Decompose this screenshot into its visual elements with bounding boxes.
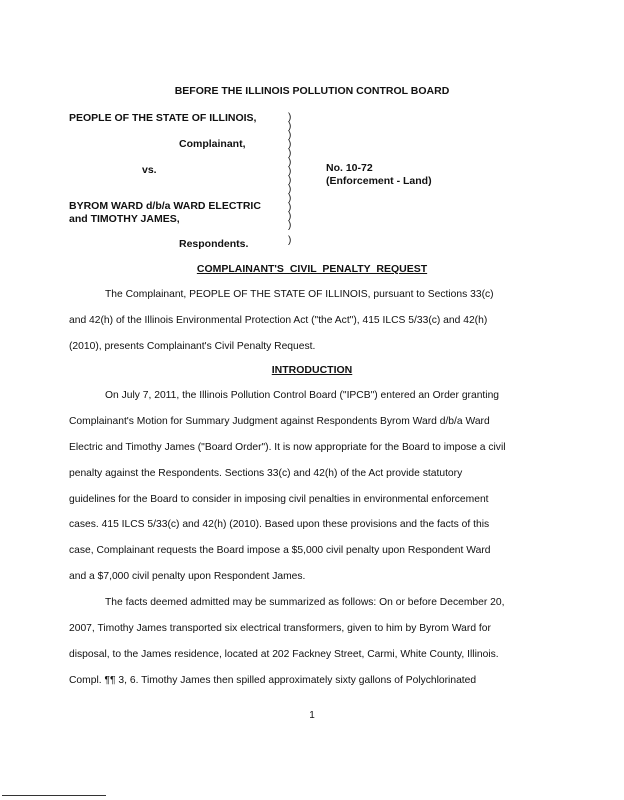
- paragraph-line: disposal, to the James residence, located at 202 Fackney Street, Carmi, White County, Illinois.: [69, 649, 499, 660]
- caption-paren: ): [288, 121, 292, 132]
- paragraph-line: The facts deemed admitted may be summarized as follows: On or before December 20,: [105, 597, 505, 608]
- case-number: No. 10-72: [326, 162, 373, 174]
- paragraph-line: Compl. ¶¶ 3, 6. Timothy James then spilled approximately sixty gallons of Polychlorinated: [69, 675, 477, 686]
- caption-paren: ): [288, 193, 292, 204]
- board-heading: BEFORE THE ILLINOIS POLLUTION CONTROL BOARD: [174, 85, 450, 97]
- caption-paren: ): [288, 148, 292, 159]
- caption-paren: ): [288, 220, 292, 231]
- respondent-party-line2: and TIMOTHY JAMES,: [69, 213, 180, 225]
- caption-paren: ): [288, 130, 292, 141]
- paragraph-line: On July 7, 2011, the Illinois Pollution Control Board ("IPCB") entered an Order granting: [105, 390, 500, 401]
- caption-paren: ): [288, 211, 292, 222]
- versus-label: vs.: [142, 164, 157, 176]
- complainant-label: Complainant,: [179, 138, 246, 150]
- caption-paren: ): [288, 112, 292, 123]
- footnote-divider: [2, 795, 106, 796]
- respondent-party-line1: BYROM WARD d/b/a WARD ELECTRIC: [69, 200, 261, 212]
- paragraph-line: and a $7,000 civil penalty upon Respondent James.: [69, 571, 306, 582]
- respondents-label: Respondents.: [179, 238, 249, 250]
- introduction-heading: INTRODUCTION: [271, 364, 353, 376]
- paragraph-line: 2007, Timothy James transported six electrical transformers, given to him by Byrom Ward for: [69, 623, 491, 634]
- complainant-party: PEOPLE OF THE STATE OF ILLINOIS,: [69, 112, 257, 124]
- case-type: (Enforcement - Land): [326, 175, 432, 187]
- page-number: 1: [309, 710, 315, 721]
- caption-paren: ): [288, 184, 292, 195]
- paragraph-line: (2010), presents Complainant's Civil Penalty Request.: [69, 341, 316, 352]
- paragraph-line: and 42(h) of the Illinois Environmental Protection Act ("the Act"), 415 ILCS 5/33(c) and 42(h): [69, 315, 488, 326]
- paragraph-line: case, Complainant requests the Board impose a $5,000 civil penalty upon Respondent Ward: [69, 545, 491, 556]
- paragraph-line: The Complainant, PEOPLE OF THE STATE OF ILLINOIS, pursuant to Sections 33(c): [105, 289, 494, 300]
- paragraph-line: cases. 415 ILCS 5/33(c) and 42(h) (2010). Based upon these provisions and the facts of this: [69, 519, 490, 530]
- caption-paren: ): [288, 235, 292, 246]
- paragraph-line: penalty against the Respondents. Sections 33(c) and 42(h) of the Act provide statutory: [69, 468, 463, 479]
- caption-paren: ): [288, 175, 292, 186]
- paragraph-line: Complainant's Motion for Summary Judgment against Respondents Byrom Ward d/b/a Ward: [69, 416, 490, 427]
- caption-paren: ): [288, 139, 292, 150]
- caption-paren: ): [288, 166, 292, 177]
- caption-paren: ): [288, 157, 292, 168]
- document-title: COMPLAINANT'S CIVIL PENALTY REQUEST: [196, 263, 428, 275]
- paragraph-line: Electric and Timothy James ("Board Order"). It is now appropriate for the Board to impose a civil: [69, 442, 506, 453]
- caption-paren: ): [288, 202, 292, 213]
- paragraph-line: guidelines for the Board to consider in imposing civil penalties in environmental enforcement: [69, 494, 489, 505]
